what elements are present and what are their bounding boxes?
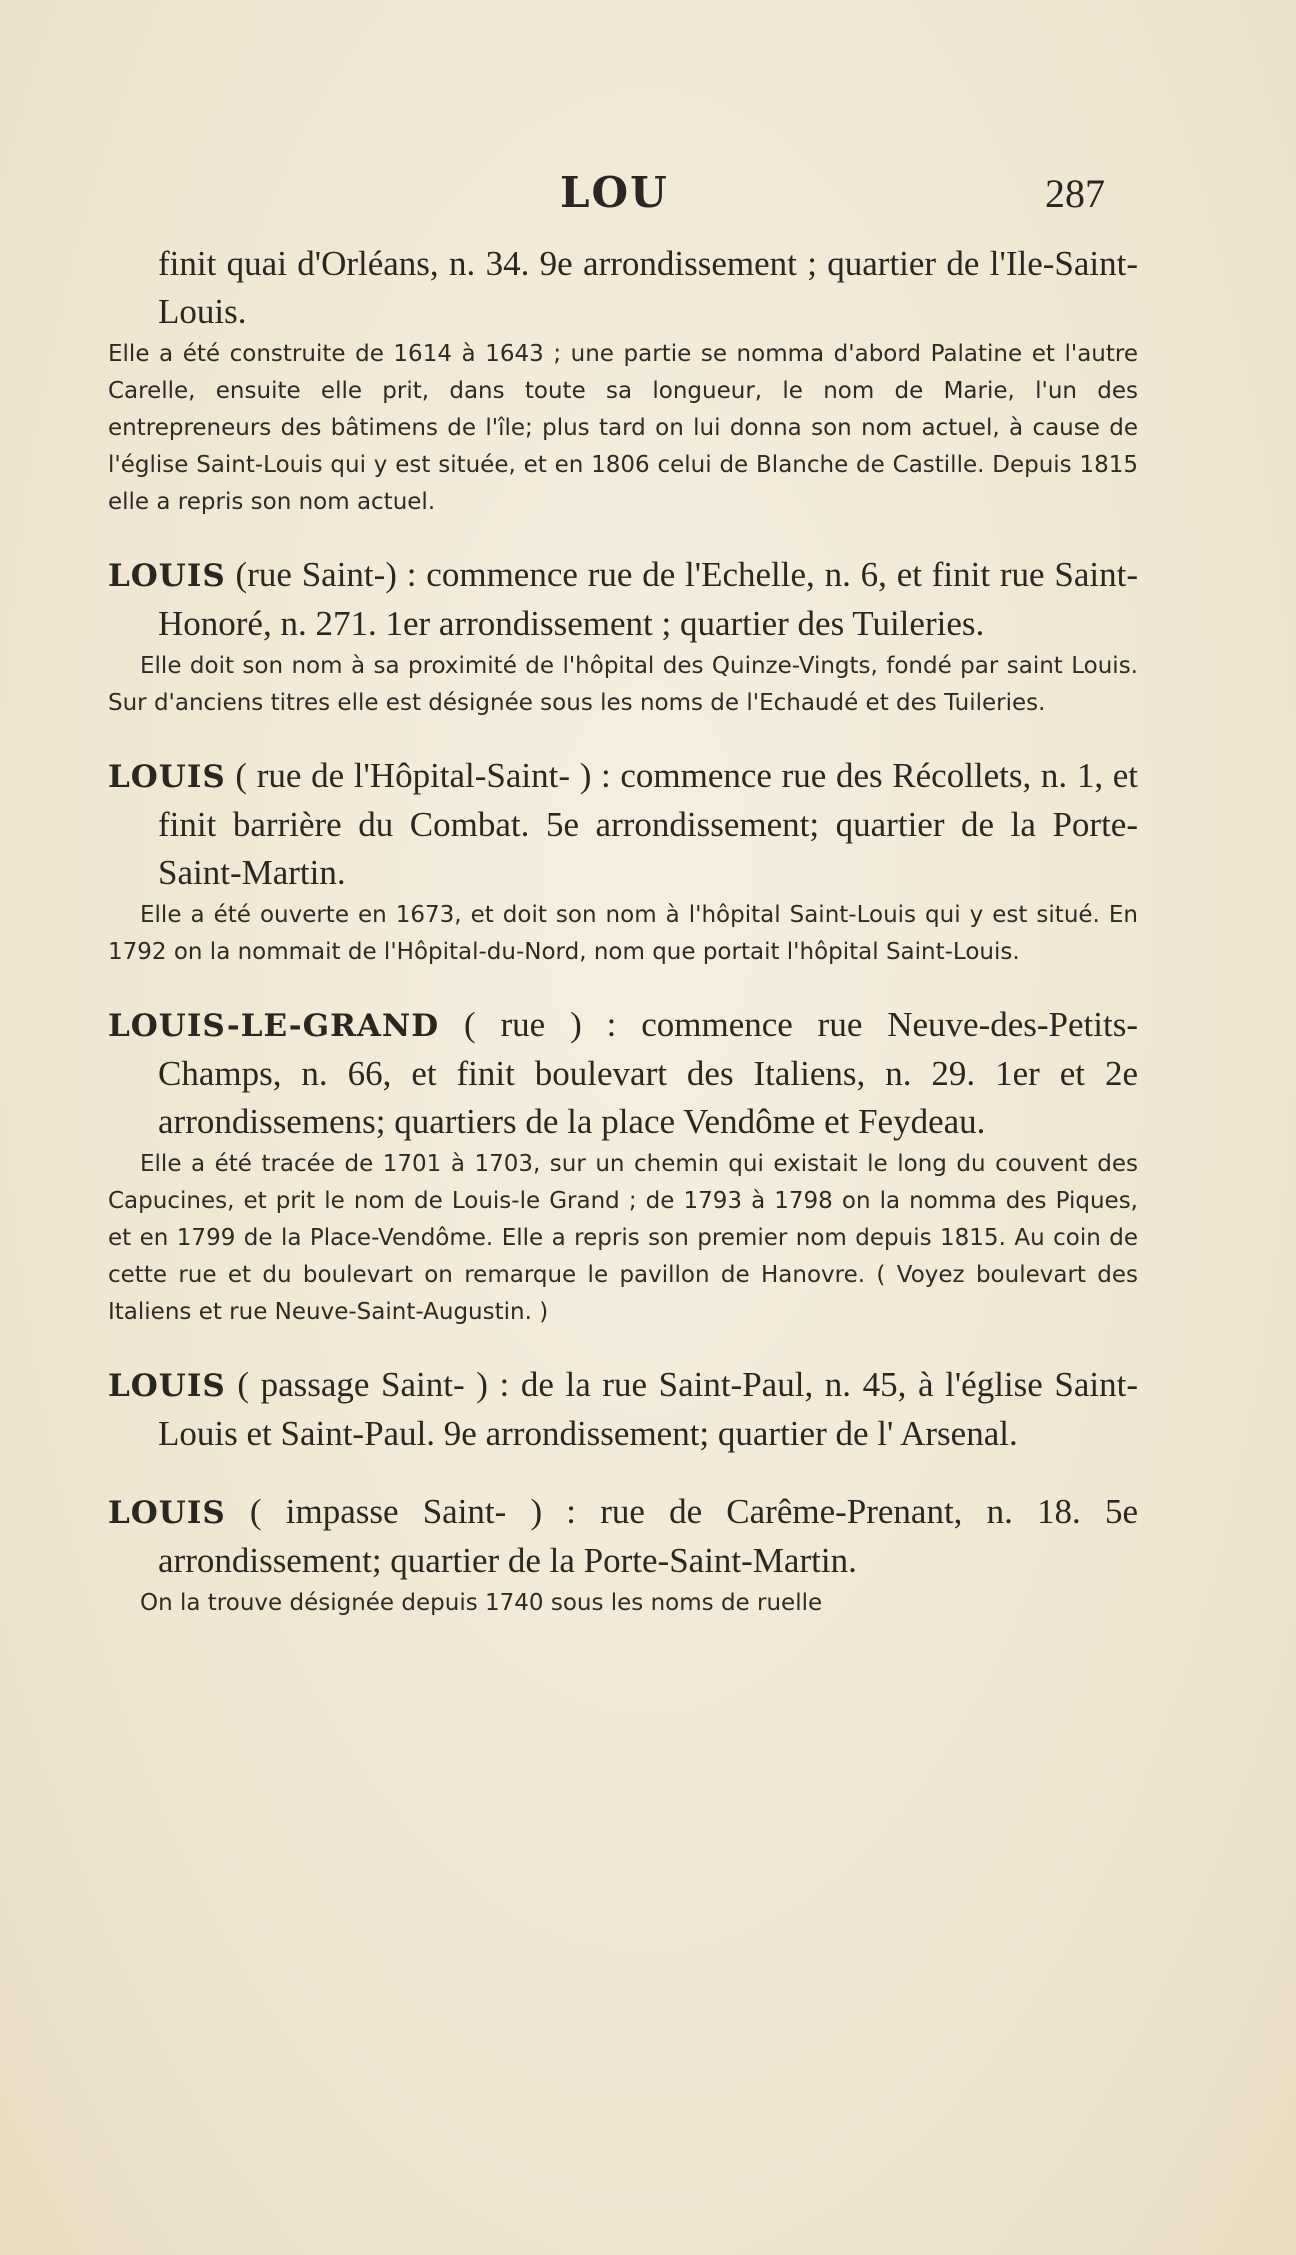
entry-louis-passage [108, 1361, 1138, 1458]
entry-main [108, 1488, 1138, 1585]
entry-main-text: ( impasse Saint- ) : rue de Carême-Prenant, n. 18. 5e arrondissement; quartier de la Porte-Saint-Martin. [158, 1492, 1139, 1580]
entry-louis-impasse [108, 1488, 1138, 1622]
entry-main-text: ( rue ) : commence rue Neuve-des-Petits-Champs, n. 66, et finit boulevart des Italiens, n. 29. 1er et 2e arrondissemens; quartiers de la place Vendôme et Feydeau. [158, 1005, 1138, 1141]
entry-headword: LOUIS [108, 1495, 226, 1531]
entry-headword: LOUIS [108, 1368, 226, 1404]
entry-headword: LOUIS [108, 558, 226, 594]
entry-main [108, 1361, 1138, 1458]
entry-note: Elle doit son nom à sa proximité de l'hôpital des Quinze-Vingts, fondé par saint Louis. Sur d'anciens titres elle est désignée sous les noms de l'Echaudé et des Tuileries. [108, 653, 1138, 716]
entry-headword: LOUIS [108, 759, 226, 795]
entry-note: Elle a été ouverte en 1673, et doit son nom à l'hôpital Saint-Louis qui y est situé. En 1792 on la nommait de l'Hôpital-du-Nord, nom que portait l'hôpital Saint-Louis. [108, 902, 1138, 965]
entry-main-text: ( passage Saint- ) : de la rue Saint-Paul, n. 45, à l'église Saint-Louis et Saint-Paul. 9e arrondissement; quartier de l' Arsenal. [158, 1365, 1139, 1453]
entry-main-text: (rue Saint-) : commence rue de l'Echelle, n. 6, et finit rue Saint-Honoré, n. 271. 1er arrondissement ; quartier des Tuileries. [158, 555, 1138, 643]
entry-continuation [108, 240, 1138, 521]
entry-louis-le-grand [108, 1001, 1138, 1331]
entry-louis-rue [108, 551, 1138, 722]
entry-main-text: ( rue de l'Hôpital-Saint- ) : commence rue des Récollets, n. 1, et finit barrière du Combat. 5e arrondissement; quartier de la Porte-Saint-Martin. [158, 756, 1139, 892]
running-head: LOU [560, 168, 669, 217]
page-number: 287 [1045, 171, 1105, 216]
entry-note: Elle a été construite de 1614 à 1643 ; une partie se nomma d'abord Palatine et l'autre Carelle, ensuite elle prit, dans toute sa longueur, le nom de Marie, l'un des entrepreneurs des bâtimens de l'île; plus tard on lui donna son nom actuel, à cause de l'église Saint-Louis qui y est située, et en 1806 celui de Blanche de Castille. Depuis 1815 elle a repris son nom actuel. [108, 341, 1138, 515]
entry-main-text: finit quai d'Orléans, n. 34. 9e arrondissement ; quartier de l'Ile-Saint-Louis. [158, 244, 1138, 331]
entry-main [108, 1001, 1138, 1146]
page-content [108, 240, 1138, 1622]
entry-note: Elle a été tracée de 1701 à 1703, sur un chemin qui existait le long du couvent des Capucines, et prit le nom de Louis-le Grand ; de 1793 à 1798 on la nomma des Piques, et en 1799 de la Place-Vendôme. Elle a repris son premier nom depuis 1815. Au coin de cette rue et du boulevart on remarque le pavillon de Hanovre. ( Voyez boulevart des Italiens et rue Neuve-Saint-Augustin. ) [108, 1151, 1138, 1325]
entry-louis-hopital [108, 752, 1138, 971]
page-header [0, 168, 1296, 228]
entry-main [108, 551, 1138, 648]
entry-note: On la trouve désignée depuis 1740 sous les noms de ruelle [140, 1590, 823, 1616]
entry-main [108, 752, 1138, 897]
entry-headword: LOUIS-LE-GRAND [108, 1008, 440, 1044]
